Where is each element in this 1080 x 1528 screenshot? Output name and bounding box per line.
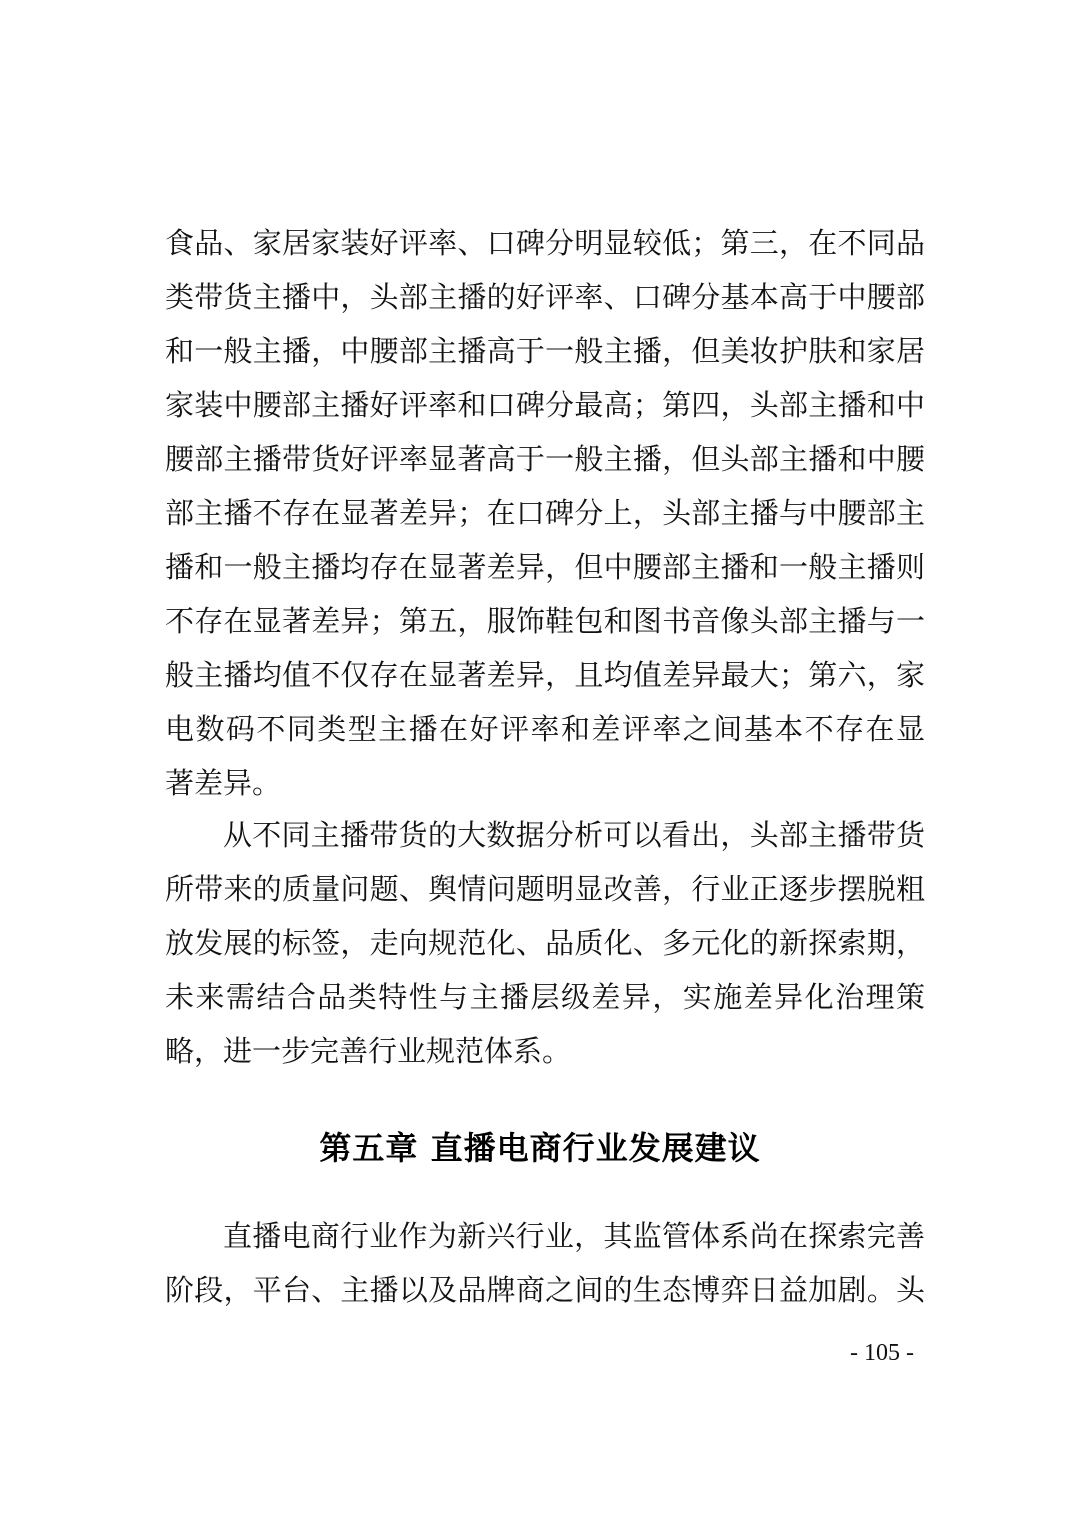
- text-line: 未来需结合品类特性与主播层级差异，实施差异化治理策: [165, 980, 925, 1014]
- text-line: 腰部主播带货好评率显著高于一般主播，但头部主播和中腰: [165, 442, 925, 476]
- text-line: 直播电商行业作为新兴行业，其监管体系尚在探索完善: [223, 1219, 925, 1253]
- text-line: 和一般主播，中腰部主播高于一般主播，但美妆护肤和家居: [165, 334, 925, 368]
- text-line: 电数码不同类型主播在好评率和差评率之间基本不存在显: [165, 712, 925, 746]
- page-number: - 105 -: [850, 1340, 914, 1366]
- text-line: 不存在显著差异；第五，服饰鞋包和图书音像头部主播与一: [165, 604, 925, 638]
- text-line: 略，进一步完善行业规范体系。: [165, 1034, 572, 1068]
- text-line: 阶段，平台、主播以及品牌商之间的生态博弈日益加剧。头: [165, 1273, 925, 1307]
- text-line: 所带来的质量问题、舆情问题明显改善，行业正逐步摆脱粗: [165, 872, 925, 906]
- text-line: 部主播不存在显著差异；在口碑分上，头部主播与中腰部主: [165, 496, 925, 530]
- text-line: 类带货主播中，头部主播的好评率、口碑分基本高于中腰部: [165, 280, 925, 314]
- text-line: 从不同主播带货的大数据分析可以看出，头部主播带货: [223, 818, 925, 852]
- paragraph-2: [165, 808, 925, 1078]
- text-line: 放发展的标签，走向规范化、品质化、多元化的新探索期，: [165, 926, 925, 960]
- text-line: 食品、家居家装好评率、口碑分明显较低；第三，在不同品: [165, 226, 925, 260]
- text-line: 著差异。: [165, 766, 282, 800]
- text-line: 般主播均值不仅存在显著差异，且均值差异最大；第六，家: [165, 658, 925, 692]
- chapter-title: 第五章 直播电商行业发展建议: [319, 1129, 761, 1167]
- paragraph-1: [165, 216, 925, 810]
- paragraph-3: [165, 1209, 925, 1317]
- text-line: 播和一般主播均存在显著差异，但中腰部主播和一般主播则: [165, 550, 925, 584]
- text-line: 家装中腰部主播好评率和口碑分最高；第四，头部主播和中: [165, 388, 925, 422]
